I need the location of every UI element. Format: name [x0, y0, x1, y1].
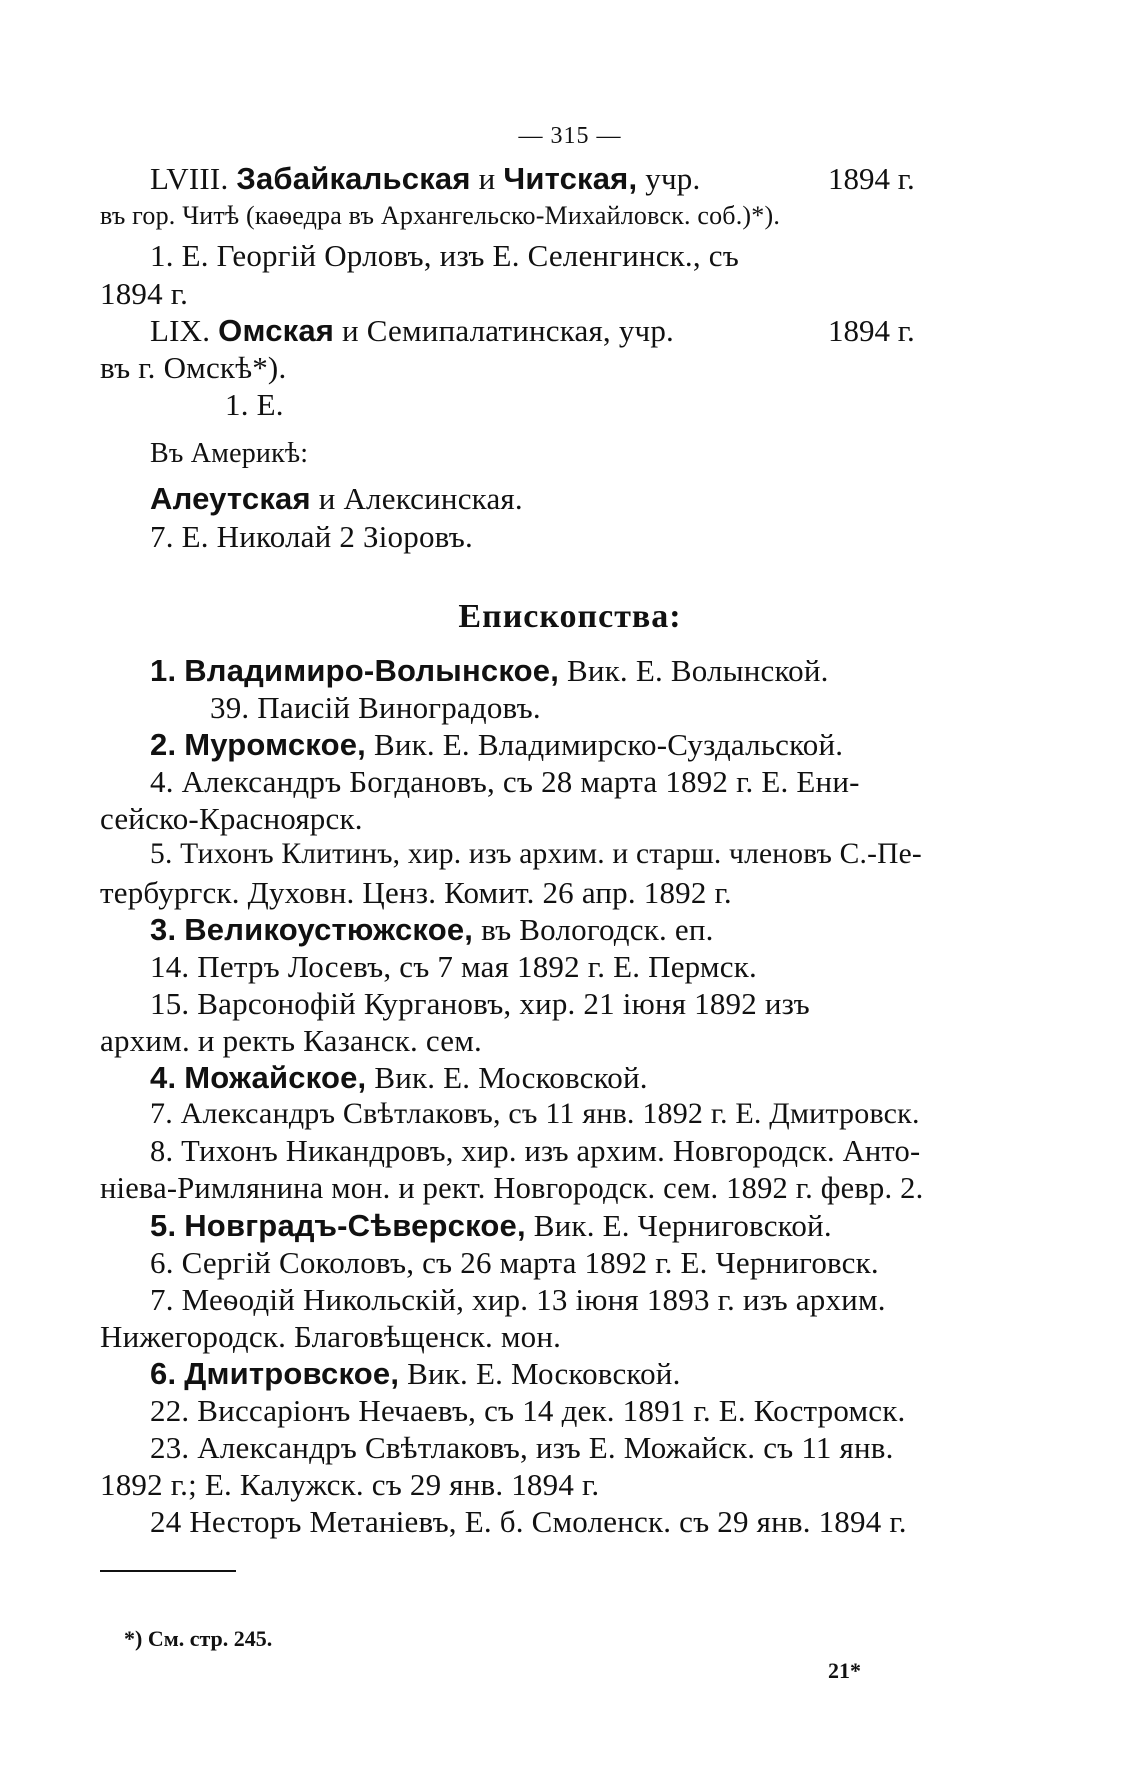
- text-line: 1894 г.: [100, 276, 189, 311]
- episcopate-line: [150, 1062, 648, 1093]
- episcopate-rest: Вик. Е. Владимирско-Суздальской.: [373, 727, 844, 762]
- text-line: въ г. Омскѣ*).: [100, 350, 287, 385]
- established-year: 1894 г.: [828, 313, 915, 348]
- roman-numeral: LVIII.: [150, 161, 229, 196]
- diocese-name-2: Читская,: [503, 161, 638, 196]
- text-line: 22. Виссаріонъ Нечаевъ, съ 14 дек. 1891 г. Е. Костромск.: [150, 1393, 906, 1428]
- episcopate-name: Дмитровское,: [184, 1356, 400, 1391]
- episcopate-rest: Вик. Е. Московской.: [374, 1060, 648, 1095]
- footnote: *) См. стр. 245.: [124, 1626, 273, 1651]
- signature-mark: 21*: [828, 1658, 861, 1683]
- episcopate-line: [150, 914, 714, 945]
- text-line: 14. Петръ Лосевъ, съ 7 мая 1892 г. Е. Пермск.: [150, 949, 757, 984]
- text-line: 7. Меѳодій Никольскій, хир. 13 іюня 1893 г. изъ архим.: [150, 1282, 886, 1317]
- diocese-rest: и Алексинская.: [318, 481, 523, 516]
- episcopate-name: Великоустюжское,: [184, 912, 474, 947]
- diocese-lix-line: [150, 315, 674, 346]
- diocese-name: Забайкальская: [236, 161, 471, 196]
- diocese-lviii-line: [150, 163, 700, 194]
- text-line: ніева-Римлянина мон. и рект. Новгородск. сем. 1892 г. февр. 2.: [100, 1171, 924, 1205]
- episcopate-line: [150, 729, 843, 760]
- text-line: 6. Сергій Соколовъ, съ 26 марта 1892 г. Е. Черниговск.: [150, 1245, 879, 1280]
- episcopate-line: [150, 655, 829, 686]
- text-line: 4. Александръ Богдановъ, съ 28 марта 1892 г. Е. Ени-: [150, 764, 860, 799]
- entry-number: 1.: [150, 653, 177, 688]
- diocese-name: Омская: [218, 313, 335, 348]
- episcopate-line: [150, 1358, 681, 1389]
- diocese-name: Алеутская: [150, 481, 311, 516]
- episcopate-rest: Вик. Е. Волынской.: [567, 653, 829, 688]
- text-line: въ гор. Читѣ (каѳедра въ Архангельско-Михайловск. соб.)*).: [100, 201, 781, 230]
- diocese-rest: и Семипалатинская, учр.: [342, 313, 674, 348]
- text-line: 23. Александръ Свѣтлаковъ, изъ Е. Можайск. съ 11 янв.: [150, 1430, 894, 1465]
- diocese-america-line: [150, 483, 523, 514]
- entry-number: 4.: [150, 1060, 177, 1095]
- episcopate-name: Новградъ-Сѣверское,: [184, 1208, 526, 1243]
- episcopate-name: Владимиро-Волынское,: [184, 653, 560, 688]
- text-line: Нижегородск. Благовѣщенск. мон.: [100, 1319, 562, 1354]
- entry-number: 2.: [150, 727, 177, 762]
- text-line: 1. Е. Георгій Орловъ, изъ Е. Селенгинск., съ: [150, 238, 739, 273]
- text-line: тербургск. Духовн. Ценз. Комит. 26 апр. 1892 г.: [100, 875, 732, 910]
- episcopate-line: [150, 1210, 832, 1241]
- section-heading: Епископства:: [458, 598, 682, 635]
- text-line: сейско-Красноярск.: [100, 801, 363, 836]
- conjunction: и: [478, 161, 496, 196]
- episcopate-name: Можайское,: [184, 1060, 367, 1095]
- episcopate-rest: Вик. Е. Московской.: [407, 1356, 681, 1391]
- footnote-rule: [100, 1570, 236, 1572]
- established-year: 1894 г.: [828, 161, 915, 196]
- episcopate-rest: Вик. Е. Черниговской.: [533, 1208, 832, 1243]
- entry-number: 5.: [150, 1208, 177, 1243]
- text-line: 5. Тихонъ Клитинъ, хир. изъ архим. и старш. членовъ С.-Пе-: [150, 838, 922, 870]
- text-line: 24 Несторъ Метаніевъ, Е. б. Смоленск. съ 29 янв. 1894 г.: [150, 1504, 907, 1539]
- text-line: 8. Тихонъ Никандровъ, хир. изъ архим. Новгородск. Анто-: [150, 1134, 921, 1168]
- roman-numeral: LIX.: [150, 313, 211, 348]
- entry-number: 6.: [150, 1356, 177, 1391]
- section-label: Въ Америкѣ:: [150, 438, 309, 469]
- text-line: 15. Варсонофій Кургановъ, хир. 21 іюня 1892 изъ: [150, 986, 810, 1021]
- page-number: — 315 —: [518, 123, 622, 149]
- episcopate-rest: въ Вологодск. еп.: [481, 912, 714, 947]
- episcopate-name: Муромское,: [184, 727, 366, 762]
- established-label: учр.: [645, 161, 701, 196]
- text-line: 7. Александръ Свѣтлаковъ, съ 11 янв. 1892 г. Е. Дмитровск.: [150, 1097, 920, 1130]
- text-line: архим. и ректь Казанск. сем.: [100, 1023, 482, 1058]
- text-line: 1. Е.: [225, 387, 284, 422]
- text-line: 7. Е. Николай 2 Зіоровъ.: [150, 519, 473, 554]
- entry-number: 3.: [150, 912, 177, 947]
- text-line: 1892 г.; Е. Калужск. съ 29 янв. 1894 г.: [100, 1467, 600, 1502]
- text-line: 39. Паисій Виноградовъ.: [210, 690, 541, 725]
